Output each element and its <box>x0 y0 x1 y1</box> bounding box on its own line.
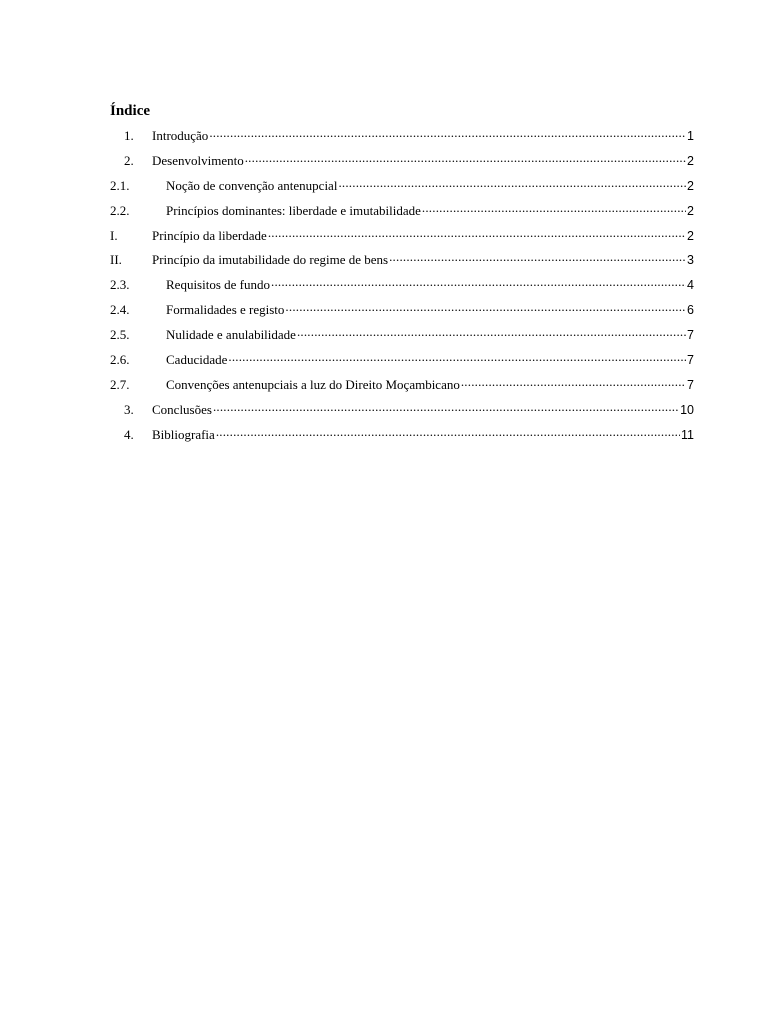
toc-entry-page: 2 <box>687 228 694 243</box>
toc-dot-leader <box>297 325 686 339</box>
toc-dot-leader <box>268 226 686 240</box>
toc-entry-convencoes[interactable] <box>110 375 694 400</box>
toc-entry-number: 3. <box>124 401 134 417</box>
toc-dot-leader <box>271 275 686 289</box>
toc-dot-leader <box>285 300 686 314</box>
toc-entry-number: II. <box>110 252 122 268</box>
toc-dot-leader <box>422 201 686 215</box>
toc-entry-text: Princípio da liberdade <box>152 227 267 243</box>
toc-dot-leader <box>338 176 686 190</box>
toc-entry-text: Nulidade e anulabilidade <box>166 327 296 343</box>
toc-entry-text: Princípios dominantes: liberdade e imutabilidade <box>166 202 421 218</box>
toc-dot-leader <box>209 126 686 140</box>
toc-entry-number: 2.6. <box>110 352 130 368</box>
toc-entry-page: 2 <box>687 178 694 193</box>
toc-entry-page: 4 <box>687 278 694 293</box>
toc-entry-text: Formalidades e registo <box>166 302 285 318</box>
toc-list <box>110 126 694 450</box>
toc-entry-text: Convenções antenupciais a luz do Direito Moçambicano <box>166 376 460 392</box>
toc-entry-text: Desenvolvimento <box>152 152 244 168</box>
toc-entry-caducidade[interactable] <box>110 350 694 375</box>
toc-entry-number: 1. <box>124 128 134 143</box>
toc-entry-formalidades[interactable] <box>110 300 694 325</box>
toc-entry-bibliografia[interactable] <box>110 425 694 450</box>
toc-dot-leader <box>245 151 686 165</box>
toc-entry-text: Princípio da imutabilidade do regime de bens <box>152 252 389 268</box>
toc-title: Índice <box>110 103 151 119</box>
toc-entry-number: 4. <box>124 426 134 442</box>
toc-entry-page: 1 <box>687 129 694 143</box>
toc-entry-text: Introdução <box>152 128 209 143</box>
toc-entry-conclusoes[interactable] <box>110 400 694 425</box>
toc-entry-nocao[interactable] <box>110 176 694 201</box>
toc-entry-page: 10 <box>680 402 694 417</box>
toc-entry-nulidade[interactable] <box>110 325 694 350</box>
toc-entry-text: Noção de convenção antenupcial <box>166 177 338 193</box>
toc-entry-page: 2 <box>687 203 694 218</box>
toc-entry-imutabilidade[interactable] <box>110 250 694 275</box>
toc-entry-number: I. <box>110 227 118 243</box>
toc-entry-desenvolvimento[interactable] <box>110 151 694 176</box>
toc-entry-page: 7 <box>687 353 694 368</box>
toc-entry-page: 7 <box>687 328 694 343</box>
toc-entry-text: Requisitos de fundo <box>166 277 270 293</box>
toc-entry-number: 2.4. <box>110 302 130 318</box>
toc-dot-leader <box>461 375 686 389</box>
toc-entry-page: 6 <box>687 303 694 318</box>
toc-dot-leader <box>228 350 686 364</box>
toc-entry-page: 3 <box>687 253 694 268</box>
toc-entry-introducao[interactable] <box>110 126 694 151</box>
toc-entry-number: 2.5. <box>110 327 130 343</box>
toc-entry-number: 2.7. <box>110 376 130 392</box>
toc-entry-requisitos[interactable] <box>110 275 694 300</box>
toc-entry-page: 11 <box>681 427 694 442</box>
toc-entry-principios[interactable] <box>110 201 694 226</box>
toc-dot-leader <box>216 425 680 439</box>
toc-entry-page: 7 <box>687 377 694 392</box>
toc-dot-leader <box>389 250 686 264</box>
toc-entry-text: Caducidade <box>166 352 228 368</box>
toc-entry-number: 2. <box>124 152 134 168</box>
toc-entry-number: 2.1. <box>110 177 130 193</box>
toc-entry-number: 2.2. <box>110 202 130 218</box>
toc-entry-number: 2.3. <box>110 277 130 293</box>
toc-entry-liberdade[interactable] <box>110 226 694 251</box>
toc-entry-text: Conclusões <box>152 401 212 417</box>
toc-entry-text: Bibliografia <box>152 426 215 442</box>
toc-dot-leader <box>213 400 679 414</box>
toc-entry-page: 2 <box>687 153 694 168</box>
